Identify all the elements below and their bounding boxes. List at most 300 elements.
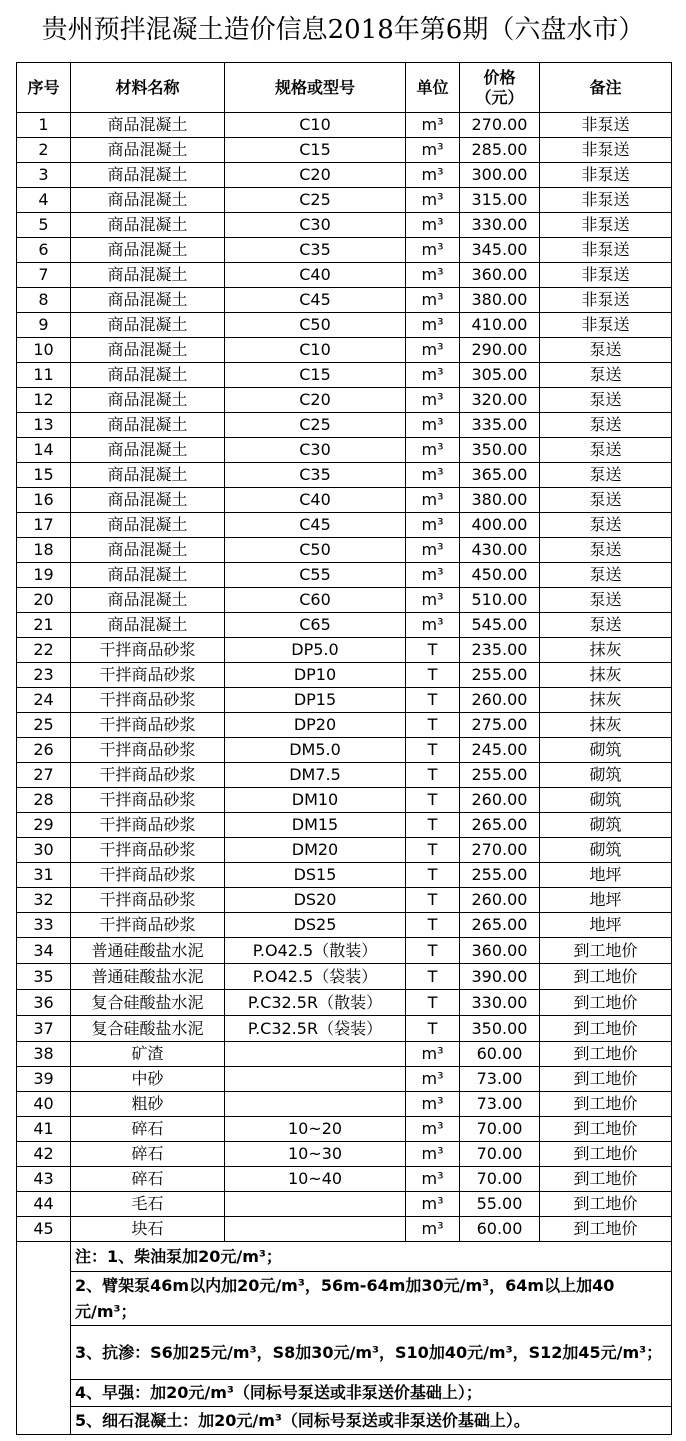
- cell-unit: m³: [406, 338, 460, 363]
- cell-remark: 泵送: [540, 463, 672, 488]
- cell-unit: m³: [406, 188, 460, 213]
- cell-unit: m³: [406, 613, 460, 638]
- cell-unit: T: [406, 964, 460, 990]
- cell-remark: 非泵送: [540, 213, 672, 238]
- cell-name: 商品混凝土: [71, 438, 225, 463]
- cell-seq: 18: [17, 538, 71, 563]
- cell-price: 305.00: [460, 363, 540, 388]
- cell-seq: 37: [17, 1016, 71, 1042]
- table-row: [17, 288, 672, 313]
- cell-remark: 非泵送: [540, 313, 672, 338]
- cell-spec: P.C32.5R（袋装）: [225, 1016, 406, 1042]
- cell-name: 干拌商品砂浆: [71, 713, 225, 738]
- cell-name: 干拌商品砂浆: [71, 863, 225, 888]
- table-row: [17, 313, 672, 338]
- cell-price: 265.00: [460, 813, 540, 838]
- cell-seq: 1: [17, 113, 71, 138]
- cell-spec: P.C32.5R（散装）: [225, 990, 406, 1016]
- cell-price: 315.00: [460, 188, 540, 213]
- cell-seq: 28: [17, 788, 71, 813]
- cell-price: 255.00: [460, 763, 540, 788]
- cell-seq: 40: [17, 1092, 71, 1117]
- note-row: [17, 1326, 672, 1380]
- cell-name: 商品混凝土: [71, 588, 225, 613]
- cell-price: 360.00: [460, 938, 540, 964]
- cell-unit: T: [406, 888, 460, 913]
- table-row: [17, 513, 672, 538]
- cell-remark: 泵送: [540, 613, 672, 638]
- table-row: [17, 463, 672, 488]
- cell-name: 复合硅酸盐水泥: [71, 990, 225, 1016]
- table-row: [17, 713, 672, 738]
- cell-price: 430.00: [460, 538, 540, 563]
- notes-section: [17, 1242, 672, 1435]
- cell-name: 干拌商品砂浆: [71, 638, 225, 663]
- cell-spec: C30: [225, 438, 406, 463]
- table-row: [17, 163, 672, 188]
- cell-spec: DP5.0: [225, 638, 406, 663]
- cell-price: 290.00: [460, 338, 540, 363]
- cell-price: 73.00: [460, 1067, 540, 1092]
- cell-price: 60.00: [460, 1042, 540, 1067]
- note-2: 2、臂架泵46m以内加20元/m³，56m-64m加30元/m³，64m以上加40元/m³；: [71, 1272, 672, 1326]
- table-row: [17, 663, 672, 688]
- table-row: [17, 638, 672, 663]
- cell-name: 商品混凝土: [71, 338, 225, 363]
- cell-price: 330.00: [460, 990, 540, 1016]
- cell-price: 365.00: [460, 463, 540, 488]
- cell-price: 70.00: [460, 1117, 540, 1142]
- cell-spec: C20: [225, 388, 406, 413]
- cell-price: 73.00: [460, 1092, 540, 1117]
- cell-name: 碎石: [71, 1142, 225, 1167]
- cell-spec: DM10: [225, 788, 406, 813]
- cell-unit: m³: [406, 1142, 460, 1167]
- cell-unit: m³: [406, 1167, 460, 1192]
- cell-remark: 抹灰: [540, 713, 672, 738]
- cell-spec: C25: [225, 413, 406, 438]
- cell-remark: 到工地价: [540, 1117, 672, 1142]
- cell-seq: 12: [17, 388, 71, 413]
- cell-name: 粗砂: [71, 1092, 225, 1117]
- cell-remark: 到工地价: [540, 1192, 672, 1217]
- cell-price: 390.00: [460, 964, 540, 990]
- cell-price: 300.00: [460, 163, 540, 188]
- page-title: 贵州预拌混凝土造价信息2018年第6期（六盘水市）: [41, 15, 645, 45]
- cell-seq: 29: [17, 813, 71, 838]
- cell-spec: C15: [225, 363, 406, 388]
- cell-spec: DM20: [225, 838, 406, 863]
- note-4: 4、早强：加20元/m³（同标号泵送或非泵送价基础上）；: [71, 1380, 672, 1407]
- cell-remark: 抹灰: [540, 638, 672, 663]
- cell-remark: 非泵送: [540, 188, 672, 213]
- cell-name: 干拌商品砂浆: [71, 913, 225, 938]
- table-row: [17, 238, 672, 263]
- table-row: [17, 438, 672, 463]
- header-row: [17, 63, 672, 113]
- table-row: [17, 538, 672, 563]
- cell-price: 380.00: [460, 288, 540, 313]
- cell-spec: [225, 1067, 406, 1092]
- cell-spec: DS15: [225, 863, 406, 888]
- cell-seq: 22: [17, 638, 71, 663]
- cell-seq: 13: [17, 413, 71, 438]
- cell-name: 商品混凝土: [71, 213, 225, 238]
- cell-spec: P.O42.5（散装）: [225, 938, 406, 964]
- cell-remark: 到工地价: [540, 1016, 672, 1042]
- cell-price: 245.00: [460, 738, 540, 763]
- note-row: [17, 1380, 672, 1407]
- cell-spec: C55: [225, 563, 406, 588]
- cell-remark: 泵送: [540, 338, 672, 363]
- cell-unit: m³: [406, 1067, 460, 1092]
- cell-remark: 抹灰: [540, 688, 672, 713]
- cell-remark: 砌筑: [540, 813, 672, 838]
- cell-name: 商品混凝土: [71, 538, 225, 563]
- cell-name: 商品混凝土: [71, 113, 225, 138]
- cell-spec: C40: [225, 488, 406, 513]
- table-row: [17, 1142, 672, 1167]
- cell-name: 商品混凝土: [71, 313, 225, 338]
- cell-seq: 11: [17, 363, 71, 388]
- header-price: [460, 63, 540, 113]
- cell-unit: m³: [406, 463, 460, 488]
- cell-remark: 砌筑: [540, 838, 672, 863]
- cell-remark: 地坪: [540, 913, 672, 938]
- cell-seq: 45: [17, 1217, 71, 1242]
- cell-spec: C65: [225, 613, 406, 638]
- cell-name: 商品混凝土: [71, 163, 225, 188]
- cell-remark: 砌筑: [540, 788, 672, 813]
- table-row: [17, 688, 672, 713]
- cell-spec: C50: [225, 538, 406, 563]
- cell-seq: 42: [17, 1142, 71, 1167]
- table-row: [17, 1167, 672, 1192]
- cell-name: 商品混凝土: [71, 388, 225, 413]
- cell-unit: m³: [406, 1192, 460, 1217]
- cell-unit: T: [406, 863, 460, 888]
- header-name: 材料名称: [71, 63, 225, 113]
- cell-spec: C10: [225, 338, 406, 363]
- cell-seq: 19: [17, 563, 71, 588]
- cell-price: 60.00: [460, 1217, 540, 1242]
- cell-name: 复合硅酸盐水泥: [71, 1016, 225, 1042]
- cell-name: 中砂: [71, 1067, 225, 1092]
- cell-spec: DP10: [225, 663, 406, 688]
- cell-unit: T: [406, 913, 460, 938]
- cell-spec: C40: [225, 263, 406, 288]
- cell-seq: 10: [17, 338, 71, 363]
- cell-remark: 到工地价: [540, 990, 672, 1016]
- cell-remark: 泵送: [540, 488, 672, 513]
- cell-seq: 38: [17, 1042, 71, 1067]
- header-spec: 规格或型号: [225, 63, 406, 113]
- cell-unit: m³: [406, 288, 460, 313]
- cell-name: 块石: [71, 1217, 225, 1242]
- cell-name: 干拌商品砂浆: [71, 663, 225, 688]
- table-row: [17, 1042, 672, 1067]
- cell-unit: T: [406, 813, 460, 838]
- cell-seq: 2: [17, 138, 71, 163]
- cell-unit: T: [406, 990, 460, 1016]
- cell-remark: 泵送: [540, 363, 672, 388]
- cell-unit: m³: [406, 113, 460, 138]
- table-row: [17, 1217, 672, 1242]
- cell-price: 235.00: [460, 638, 540, 663]
- cell-price: 275.00: [460, 713, 540, 738]
- cell-unit: m³: [406, 1117, 460, 1142]
- header-unit: 单位: [406, 63, 460, 113]
- cell-name: 干拌商品砂浆: [71, 688, 225, 713]
- cell-name: 普通硅酸盐水泥: [71, 938, 225, 964]
- cell-seq: 15: [17, 463, 71, 488]
- cell-seq: 27: [17, 763, 71, 788]
- cell-spec: C60: [225, 588, 406, 613]
- cell-seq: 24: [17, 688, 71, 713]
- cell-remark: 泵送: [540, 538, 672, 563]
- cell-unit: T: [406, 763, 460, 788]
- cell-name: 碎石: [71, 1117, 225, 1142]
- cell-seq: 39: [17, 1067, 71, 1092]
- table-row: [17, 990, 672, 1016]
- cell-remark: 砌筑: [540, 763, 672, 788]
- cell-price: 345.00: [460, 238, 540, 263]
- cell-remark: 非泵送: [540, 263, 672, 288]
- cell-seq: 33: [17, 913, 71, 938]
- cell-unit: T: [406, 938, 460, 964]
- cell-name: 碎石: [71, 1167, 225, 1192]
- cell-name: 矿渣: [71, 1042, 225, 1067]
- cell-price: 270.00: [460, 838, 540, 863]
- cell-unit: m³: [406, 1042, 460, 1067]
- note-5: 5、细石混凝土：加20元/m³（同标号泵送或非泵送价基础上）。: [71, 1407, 672, 1435]
- table-row: [17, 888, 672, 913]
- table-row: [17, 1016, 672, 1042]
- cell-spec: 10~20: [225, 1117, 406, 1142]
- cell-unit: m³: [406, 1092, 460, 1117]
- table-row: [17, 213, 672, 238]
- cell-remark: 泵送: [540, 563, 672, 588]
- note-row: [17, 1272, 672, 1326]
- cell-remark: 到工地价: [540, 1067, 672, 1092]
- cell-seq: 7: [17, 263, 71, 288]
- table-row: [17, 563, 672, 588]
- cell-spec: C25: [225, 188, 406, 213]
- cell-seq: 4: [17, 188, 71, 213]
- cell-unit: T: [406, 1016, 460, 1042]
- cell-price: 265.00: [460, 913, 540, 938]
- cell-seq: 8: [17, 288, 71, 313]
- table-row: [17, 488, 672, 513]
- cell-spec: C20: [225, 163, 406, 188]
- cell-remark: 非泵送: [540, 163, 672, 188]
- price-table: [16, 62, 672, 1435]
- cell-price: 260.00: [460, 788, 540, 813]
- cell-name: 干拌商品砂浆: [71, 888, 225, 913]
- cell-unit: m³: [406, 1217, 460, 1242]
- cell-unit: m³: [406, 513, 460, 538]
- cell-price: 70.00: [460, 1167, 540, 1192]
- cell-remark: 到工地价: [540, 1167, 672, 1192]
- cell-seq: 43: [17, 1167, 71, 1192]
- cell-spec: DS25: [225, 913, 406, 938]
- note-blank-cell: [17, 1242, 71, 1435]
- cell-remark: 泵送: [540, 413, 672, 438]
- cell-spec: C45: [225, 513, 406, 538]
- cell-remark: 泵送: [540, 388, 672, 413]
- table-row: [17, 613, 672, 638]
- cell-name: 商品混凝土: [71, 363, 225, 388]
- cell-remark: 到工地价: [540, 1142, 672, 1167]
- cell-spec: C35: [225, 463, 406, 488]
- cell-name: 商品混凝土: [71, 188, 225, 213]
- cell-remark: 泵送: [540, 588, 672, 613]
- cell-remark: 非泵送: [540, 288, 672, 313]
- table-row: [17, 938, 672, 964]
- cell-price: 450.00: [460, 563, 540, 588]
- table-row: [17, 413, 672, 438]
- cell-price: 350.00: [460, 1016, 540, 1042]
- cell-seq: 30: [17, 838, 71, 863]
- cell-spec: C15: [225, 138, 406, 163]
- cell-seq: 36: [17, 990, 71, 1016]
- cell-seq: 23: [17, 663, 71, 688]
- cell-unit: m³: [406, 488, 460, 513]
- cell-spec: [225, 1217, 406, 1242]
- cell-price: 510.00: [460, 588, 540, 613]
- cell-name: 商品混凝土: [71, 563, 225, 588]
- cell-unit: T: [406, 638, 460, 663]
- cell-spec: DS20: [225, 888, 406, 913]
- table-row: [17, 1092, 672, 1117]
- cell-unit: T: [406, 788, 460, 813]
- cell-price: 260.00: [460, 688, 540, 713]
- cell-seq: 34: [17, 938, 71, 964]
- cell-seq: 20: [17, 588, 71, 613]
- cell-price: 270.00: [460, 113, 540, 138]
- cell-seq: 17: [17, 513, 71, 538]
- table-row: [17, 964, 672, 990]
- cell-name: 商品混凝土: [71, 463, 225, 488]
- cell-spec: DM7.5: [225, 763, 406, 788]
- cell-remark: 非泵送: [540, 113, 672, 138]
- cell-unit: m³: [406, 588, 460, 613]
- cell-spec: [225, 1192, 406, 1217]
- table-row: [17, 788, 672, 813]
- cell-name: 商品混凝土: [71, 238, 225, 263]
- cell-remark: 地坪: [540, 863, 672, 888]
- cell-spec: C50: [225, 313, 406, 338]
- cell-remark: 到工地价: [540, 938, 672, 964]
- cell-seq: 5: [17, 213, 71, 238]
- table-row: [17, 1117, 672, 1142]
- cell-remark: 泵送: [540, 513, 672, 538]
- header-remark: 备注: [540, 63, 672, 113]
- table-row: [17, 338, 672, 363]
- table-row: [17, 138, 672, 163]
- cell-spec: DP20: [225, 713, 406, 738]
- cell-remark: 到工地价: [540, 1042, 672, 1067]
- cell-unit: m³: [406, 163, 460, 188]
- cell-price: 545.00: [460, 613, 540, 638]
- cell-name: 商品混凝土: [71, 613, 225, 638]
- table-row: [17, 863, 672, 888]
- cell-remark: 到工地价: [540, 1217, 672, 1242]
- cell-spec: DP15: [225, 688, 406, 713]
- cell-spec: 10~30: [225, 1142, 406, 1167]
- cell-price: 70.00: [460, 1142, 540, 1167]
- cell-unit: m³: [406, 138, 460, 163]
- cell-name: 商品混凝土: [71, 488, 225, 513]
- cell-seq: 6: [17, 238, 71, 263]
- cell-unit: T: [406, 713, 460, 738]
- cell-price: 55.00: [460, 1192, 540, 1217]
- cell-remark: 泵送: [540, 438, 672, 463]
- cell-unit: m³: [406, 388, 460, 413]
- cell-spec: C10: [225, 113, 406, 138]
- cell-unit: m³: [406, 238, 460, 263]
- cell-seq: 14: [17, 438, 71, 463]
- cell-price: 260.00: [460, 888, 540, 913]
- cell-price: 360.00: [460, 263, 540, 288]
- cell-remark: 到工地价: [540, 964, 672, 990]
- table-row: [17, 113, 672, 138]
- table-row: [17, 738, 672, 763]
- table-row: [17, 363, 672, 388]
- cell-name: 干拌商品砂浆: [71, 738, 225, 763]
- cell-remark: 砌筑: [540, 738, 672, 763]
- cell-spec: DM15: [225, 813, 406, 838]
- cell-unit: m³: [406, 313, 460, 338]
- header-price-line1: 价格: [483, 67, 516, 87]
- cell-name: 普通硅酸盐水泥: [71, 964, 225, 990]
- header-price-line2: （元）: [475, 87, 524, 107]
- cell-price: 320.00: [460, 388, 540, 413]
- cell-remark: 抹灰: [540, 663, 672, 688]
- cell-name: 干拌商品砂浆: [71, 813, 225, 838]
- cell-unit: T: [406, 663, 460, 688]
- cell-seq: 31: [17, 863, 71, 888]
- cell-name: 商品混凝土: [71, 263, 225, 288]
- cell-remark: 非泵送: [540, 238, 672, 263]
- cell-seq: 44: [17, 1192, 71, 1217]
- table-row: [17, 913, 672, 938]
- cell-name: 干拌商品砂浆: [71, 788, 225, 813]
- table-row: [17, 588, 672, 613]
- cell-price: 335.00: [460, 413, 540, 438]
- cell-remark: 到工地价: [540, 1092, 672, 1117]
- cell-spec: [225, 1042, 406, 1067]
- cell-spec: P.O42.5（袋装）: [225, 964, 406, 990]
- cell-unit: m³: [406, 563, 460, 588]
- cell-price: 285.00: [460, 138, 540, 163]
- cell-unit: m³: [406, 538, 460, 563]
- header-seq: 序号: [17, 63, 71, 113]
- cell-unit: m³: [406, 213, 460, 238]
- table-row: [17, 388, 672, 413]
- table-row: [17, 763, 672, 788]
- table-row: [17, 263, 672, 288]
- cell-price: 350.00: [460, 438, 540, 463]
- cell-price: 400.00: [460, 513, 540, 538]
- note-row: [17, 1407, 672, 1435]
- cell-remark: 地坪: [540, 888, 672, 913]
- cell-unit: T: [406, 688, 460, 713]
- cell-name: 商品混凝土: [71, 288, 225, 313]
- cell-price: 380.00: [460, 488, 540, 513]
- cell-price: 255.00: [460, 863, 540, 888]
- cell-name: 干拌商品砂浆: [71, 838, 225, 863]
